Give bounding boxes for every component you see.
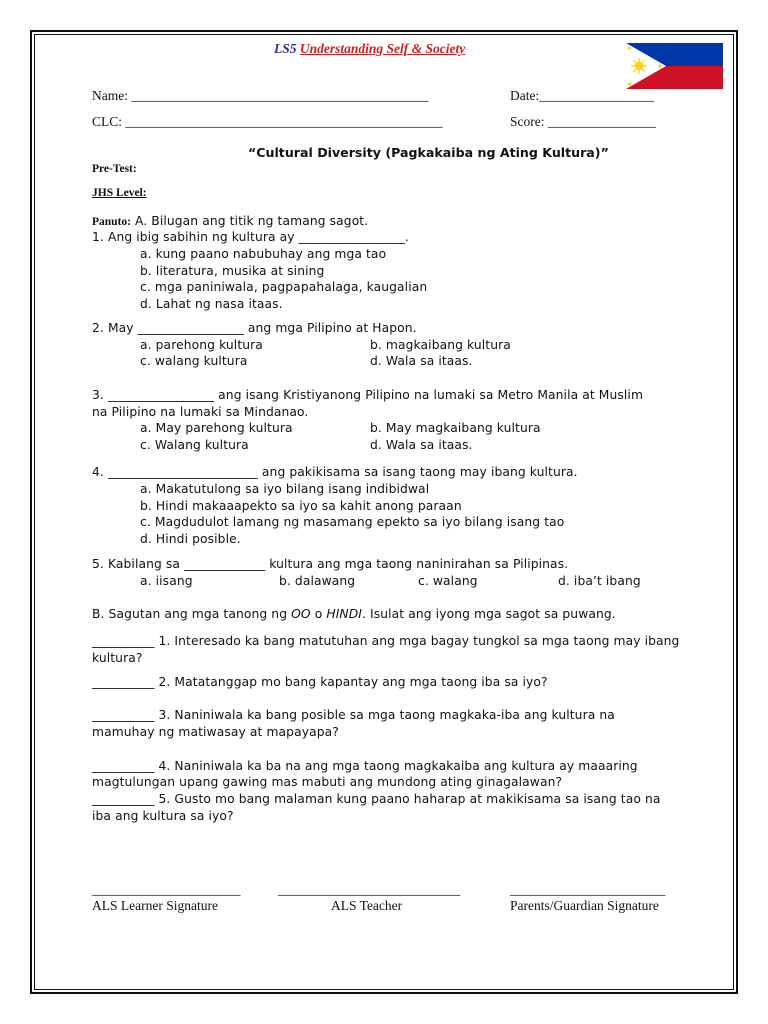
date-field[interactable]	[510, 88, 654, 104]
name-label: Name:	[92, 88, 128, 103]
b-q4-line2: magtulungan upang gawing mas mabuti ang mundong ating ginagalawan?	[92, 775, 563, 789]
b-q5-line2: iba ang kultura sa iyo?	[92, 809, 234, 823]
q3-stem-line1: 3. _________________ ang isang Kristiyanong Pilipino na lumaki sa Metro Manila at Muslim	[92, 388, 644, 402]
b-q2-line1: __________ 2. Matatanggap mo bang kapantay ang mga taong iba sa iyo?	[92, 675, 548, 689]
level-label: JHS Level:	[92, 187, 147, 199]
part-a-instruction	[92, 212, 368, 230]
name-line: ____________________________________________	[131, 88, 429, 103]
panuto-label: Panuto:	[92, 216, 131, 228]
header-code: LS5	[274, 41, 297, 56]
q4-option-a[interactable]: a. Makatutulong sa iyo bilang isang indibidwal	[140, 482, 430, 496]
b-q3-line2: mamuhay ng matiwasay at mapayapa?	[92, 725, 339, 739]
clc-label: CLC:	[92, 114, 123, 129]
learner-signature-line[interactable]: ______________________	[92, 882, 241, 897]
q5-option-d[interactable]: d. iba’t ibang	[558, 574, 641, 588]
q3-option-b[interactable]: b. May magkaibang kultura	[370, 421, 541, 435]
q3-option-d[interactable]: d. Wala sa itaas.	[370, 438, 473, 452]
q1-option-c[interactable]: c. mga paniniwala, pagpapahalaga, kaugalian	[140, 280, 428, 294]
part-b-instruction-post: . Isulat ang iyong mga sagot sa puwang.	[362, 607, 616, 621]
teacher-signature-label: ALS Teacher	[331, 898, 403, 913]
q5-option-b[interactable]: b. dalawang	[279, 574, 356, 588]
q4-option-c[interactable]: c. Magdudulot lamang ng masamang epekto sa iyo bilang isang tao	[140, 515, 565, 529]
header-subject: Understanding Self & Society	[299, 41, 466, 56]
q4-stem: 4. ________________________ ang pakikisama sa isang taong may ibang kultura.	[92, 465, 578, 479]
score-field[interactable]	[510, 114, 656, 130]
q3-option-c[interactable]: c. Walang kultura	[140, 438, 249, 452]
q5-stem: 5. Kabilang sa _____________ kultura ang mga taong naninirahan sa Pilipinas.	[92, 557, 569, 571]
part-a-instruction-text: A. Bilugan ang titik ng tamang sagot.	[134, 214, 369, 228]
learner-signature-label: ALS Learner Signature	[92, 898, 218, 913]
clc-line: _______________________________________________	[125, 114, 443, 129]
philippine-flag-icon	[626, 43, 723, 89]
b-q5-line1: __________ 5. Gusto mo bang malaman kung paano haharap at makikisama sa isang tao na	[92, 792, 661, 806]
header-title	[274, 41, 465, 57]
part-b-oo: OO	[291, 607, 311, 621]
q2-stem: 2. May _________________ ang mga Pilipino at Hapon.	[92, 321, 417, 335]
score-line: ________________	[547, 114, 656, 129]
q1-option-b[interactable]: b. literatura, musika at sining	[140, 264, 325, 278]
part-b-instruction-pre: B. Sagutan ang mga tanong ng	[92, 607, 292, 621]
q3-option-a[interactable]: a. May parehong kultura	[140, 421, 293, 435]
teacher-signature-line[interactable]: ___________________________	[278, 882, 461, 897]
q1-option-a[interactable]: a. kung paano nabubuhay ang mga tao	[140, 247, 387, 261]
q5-option-c[interactable]: c. walang	[418, 574, 478, 588]
q2-option-c[interactable]: c. walang kultura	[140, 354, 248, 368]
date-line: _________________	[539, 88, 654, 103]
parent-signature-line[interactable]: _______________________	[510, 882, 666, 897]
pretest-label: Pre-Test:	[92, 163, 137, 175]
b-q4-line1: __________ 4. Naniniwala ka ba na ang mga taong magkakaiba ang kultura ay maaaring	[92, 759, 638, 773]
score-label: Score:	[510, 114, 545, 129]
part-b-instruction	[92, 607, 616, 621]
q4-option-b[interactable]: b. Hindi makaaapekto sa iyo sa kahit anong paraan	[140, 499, 462, 513]
b-q1-line2: kultura?	[92, 651, 143, 665]
q1-option-d[interactable]: d. Lahat ng nasa itaas.	[140, 297, 283, 311]
b-q3-line1: __________ 3. Naniniwala ka bang posible sa mga taong magkaka-iba ang kultura na	[92, 708, 615, 722]
q5-option-a[interactable]: a. iisang	[140, 574, 193, 588]
q3-stem-line2: na Pilipino na lumaki sa Mindanao.	[92, 405, 309, 419]
part-b-o: o	[310, 607, 327, 621]
q4-option-d[interactable]: d. Hindi posible.	[140, 532, 241, 546]
clc-field[interactable]	[92, 114, 443, 130]
q2-option-d[interactable]: d. Wala sa itaas.	[370, 354, 473, 368]
q2-option-a[interactable]: a. parehong kultura	[140, 338, 263, 352]
document-title: “Cultural Diversity (Pagkakaiba ng Ating Kultura)”	[248, 145, 609, 160]
parent-signature-label: Parents/Guardian Signature	[510, 898, 659, 913]
name-field[interactable]	[92, 88, 428, 104]
q2-option-b[interactable]: b. magkaibang kultura	[370, 338, 511, 352]
q1-stem: 1. Ang ibig sabihin ng kultura ay _________________.	[92, 230, 409, 244]
b-q1-line1: __________ 1. Interesado ka bang matutuhan ang mga bagay tungkol sa mga taong may ibang	[92, 634, 680, 648]
date-label: Date:	[510, 88, 540, 103]
part-b-hindi: HINDI	[326, 607, 363, 621]
